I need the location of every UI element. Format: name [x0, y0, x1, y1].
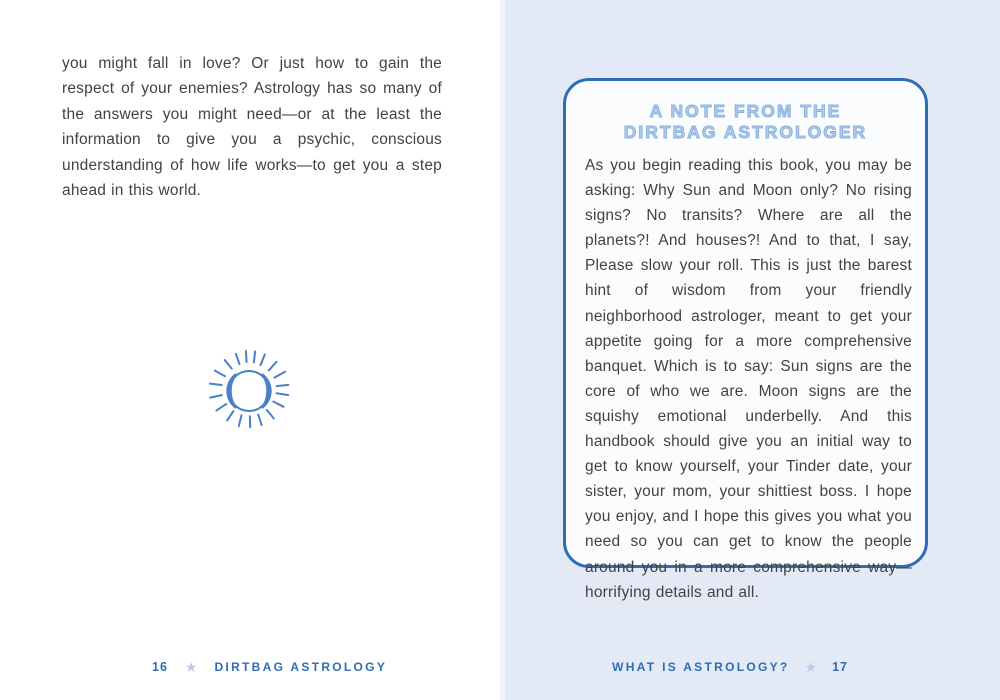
- right-page-footer: [612, 660, 848, 674]
- star-icon: ★: [804, 659, 818, 675]
- note-box-heading: [585, 101, 906, 143]
- left-page-number: 16: [152, 660, 168, 674]
- left-page-footer: [152, 660, 387, 674]
- right-page: [500, 0, 1000, 700]
- star-icon: ★: [184, 659, 198, 675]
- chapter-title: WHAT IS ASTROLOGY?: [612, 660, 790, 674]
- note-heading-line1: A NOTE FROM THE: [649, 101, 842, 121]
- note-heading-line2: DIRTBAG ASTROLOGER: [623, 122, 868, 142]
- book-title: DIRTBAG ASTROLOGY: [214, 660, 388, 674]
- triple-moon-ornament: [194, 344, 304, 434]
- note-box-body-text: As you begin reading this book, you may be asking: Why Sun and Moon only? No rising signs? No transits? Where are all the planets?! And houses?! And to that, I say, Please slow your roll. This is just the barest hint of wisdom from your friendly neighborhood astrologer, meant to get your appetite going for a more comprehensive banquet. Which is to say: Sun signs are the core of who we are. Moon signs are the squishy emotional underbelly. And this handbook should give you an initial way to get to know yourself, your Tinder date, your sister, your mom, your shittiest boss. I hope you enjoy, and I hope this gives you what you need so you can get to know the people around you in a more comprehensive way—horrifying details and all.: [585, 157, 912, 601]
- note-box: [563, 78, 928, 601]
- right-page-number: 17: [832, 660, 848, 674]
- triple-moon-sunburst-icon: [194, 344, 304, 434]
- left-page-body-text: you might fall in love? Or just how to gain the respect of your enemies? Astrology has so many of the answers you might need—or at the least the information to give you a psychic, conscious understanding of how life works—to get you a step ahead in this world.: [62, 55, 442, 200]
